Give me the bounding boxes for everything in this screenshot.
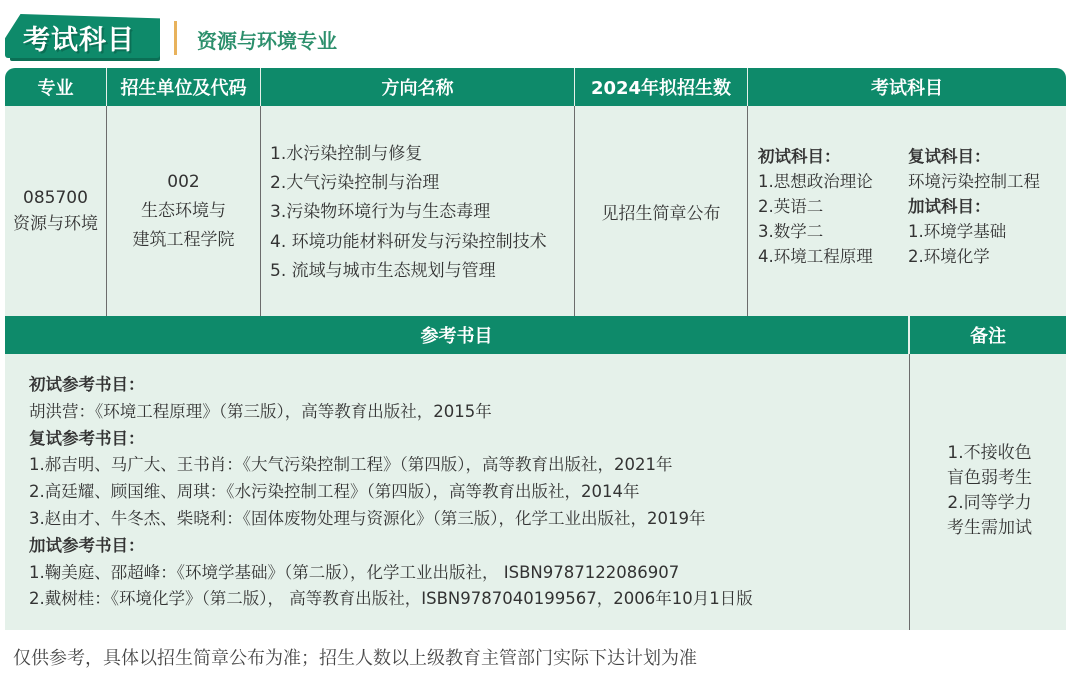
col-header-enrollment: 2024年拟招生数 [575,68,747,106]
ref-item: 2.高廷耀、顾国维、周琪：《水污染控制工程》（第四版），高等教育出版社，2014年 [29,482,640,502]
divider [747,106,748,316]
direction-item: 2.大气污染控制与治理 [270,173,440,194]
col-header-major: 专业 [5,68,106,106]
extra-exam-item: 2.环境化学 [908,247,990,266]
col-header-exam: 考试科目 [748,68,1066,106]
col-header-unit: 招生单位及代码 [107,68,260,106]
ref-item: 1.郝吉明、马广大、王书肖：《大气污染控制工程》（第四版），高等教育出版社，2021年 [29,455,673,475]
note-line: 盲色弱考生 [947,468,1032,488]
section-badge [5,14,160,58]
unit-cell [107,106,260,316]
divider [260,106,261,316]
ref-item: 1.鞠美庭、邵超峰：《环境学基础》（第二版），化学工业出版社， ISBN9787122086907 [29,562,680,582]
ref-item: 3.赵由才、牛冬杰、柴晓利：《固体废物处理与资源化》（第三版），化学工业出版社，2019年 [29,508,706,528]
ref-item: 2.戴树桂：《环境化学》（第二版）， 高等教育出版社，ISBN9787040199567，2006年10月1日版 [29,589,753,609]
initial-exam-item: 2.英语二 [758,197,824,216]
direction-item: 3.污染物环境行为与生态毒理 [270,202,491,223]
ref-header: 参考书目 [5,316,908,354]
col-header-direction: 方向名称 [261,68,574,106]
initial-exam-block [758,144,873,269]
retest-exam-item: 环境污染控制工程 [908,172,1040,191]
note-line: 2.同等学力 [947,493,1032,513]
footer-note: 仅供参考，具体以招生简章公布为准；招生人数以上级教育主管部门实际下达计划为准 [13,648,697,669]
extra-exam-item: 1.环境学基础 [908,222,1007,241]
major-cell [5,106,106,316]
ref-retest-title: 复试参考书目： [29,428,145,448]
badge-label: 考试科目 [23,25,135,56]
major-code: 085700 [23,188,88,208]
initial-exam-item: 4.环境工程原理 [758,247,873,266]
unit-name-line2: 建筑工程学院 [132,229,235,250]
direction-item: 4. 环境功能材料研发与污染控制技术 [270,231,547,252]
note-line: 考生需加试 [947,518,1032,538]
title-divider [174,21,177,55]
direction-item: 1.水污染控制与修复 [270,144,423,164]
retest-exam-title: 复试科目： [908,147,991,166]
retest-exam-block [908,144,1040,269]
notes-cell [913,441,1066,541]
divider [909,354,910,630]
notes-header: 备注 [910,316,1066,354]
major-title: 资源与环境专业 [197,29,337,53]
unit-code: 002 [167,171,200,192]
initial-exam-item: 3.数学二 [758,222,824,241]
direction-list [270,140,547,286]
initial-exam-title: 初试科目： [758,147,841,166]
exam-table [5,68,1066,630]
ref-initial-title: 初试参考书目： [29,375,145,394]
initial-exam-item: 1.思想政治理论 [758,172,873,191]
direction-item: 5. 流域与城市生态规划与管理 [270,260,496,281]
reference-list [29,372,753,613]
ref-extra-title: 加试参考书目： [29,535,145,555]
extra-exam-title: 加试科目： [908,197,991,216]
enrollment-cell: 见招生简章公布 [601,203,721,224]
ref-item: 胡洪营：《环境工程原理》（第三版），高等教育出版社，2015年 [29,401,492,421]
major-name: 资源与环境 [13,214,98,234]
unit-name-line1: 生态环境与 [141,200,226,221]
note-line: 1.不接收色 [947,443,1032,463]
